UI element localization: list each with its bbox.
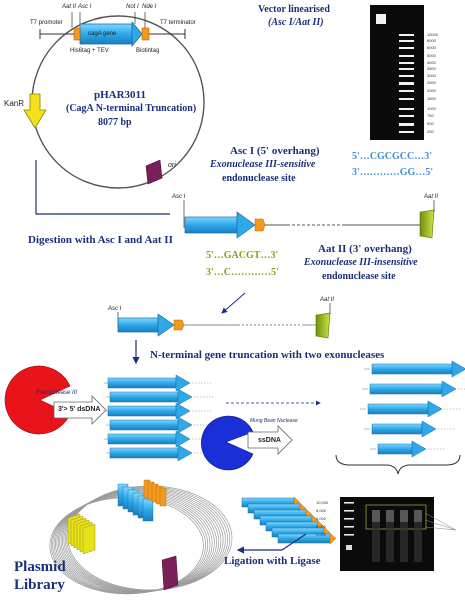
plasmid-name: pHAR3011	[94, 89, 146, 101]
gel-bottom-lane	[400, 510, 408, 522]
gel-bottom-ladder-band	[344, 502, 354, 504]
gel-bottom-ladder-label: 4,000	[316, 532, 327, 537]
gel-top-ladder-label: 500	[427, 121, 434, 126]
gel-top-band	[399, 108, 414, 110]
aat-seq-line1: 5'…GACGT…3'	[206, 250, 279, 261]
truncated-fragment-arrow	[368, 404, 428, 414]
library-label-line1: Plasmid	[14, 559, 66, 575]
gel-bottom-ladder-label: 5,000	[316, 524, 327, 529]
gel-top-band	[399, 55, 414, 57]
gel-bottom-ladder-band	[344, 510, 354, 512]
mung-bean-nuclease-pacman	[201, 416, 253, 470]
gel-top-band	[399, 40, 414, 42]
gel-top-band	[399, 34, 414, 36]
exo-fragment-arrow	[110, 448, 178, 458]
kanr-label: KanR	[4, 99, 25, 108]
asc-seq-line1: 5'…CGCGCC…3'	[352, 151, 432, 162]
asc-site-label-2: Asc I	[108, 306, 122, 312]
his-tag-block	[74, 28, 80, 40]
t7-terminator-label: T7 terminator	[160, 20, 196, 26]
asc-site-sub1: Exonuclease III-sensitive	[210, 159, 316, 170]
aat-site-block	[420, 210, 434, 238]
t7-promoter-label: T7 promoter	[30, 20, 63, 26]
gel-top-ladder-label: 4000	[427, 60, 436, 65]
aat-seq-line2: 3'…C…………5'	[206, 267, 279, 278]
truncation-label: N-terminal gene truncation with two exonucleases	[150, 349, 385, 361]
digested-gene-arrow	[185, 217, 237, 233]
gel-bottom-ladder-label: 10,000	[316, 500, 329, 505]
gel-top-ladder-label: 6000	[427, 45, 436, 50]
aat-site-sub2: endonuclease site	[322, 271, 396, 282]
library-brace	[336, 455, 460, 474]
gel-top-ladder-label: 10000	[427, 32, 439, 37]
site-asc-top-label: Asc I	[78, 4, 92, 10]
gel-top-ladder-label: 750	[427, 113, 434, 118]
gel-top-ladder-label: 2000	[427, 88, 436, 93]
gel-bottom-ladder-band	[344, 526, 354, 528]
ligation-label: Ligation with Ligase	[224, 555, 321, 567]
truncated-fragment-arrow	[372, 424, 422, 434]
ori-block	[146, 160, 162, 184]
gel-top-band	[399, 98, 414, 100]
gel-top-title: Vector linearised	[258, 4, 330, 15]
digested-vector	[184, 200, 434, 238]
kanr-arrow	[24, 94, 46, 128]
gel-bottom-ladder-label: 8,000	[316, 508, 327, 513]
gel-bottom-lane	[386, 510, 394, 522]
gel-bottom-ladder-band	[344, 518, 354, 520]
library-label-line2: Library	[14, 577, 65, 593]
gel-bottom-lane	[414, 510, 422, 522]
biotin-tag-block	[142, 28, 149, 40]
library-ori-block	[162, 556, 178, 590]
gel-top-band	[399, 47, 414, 49]
exo3-name: Exonuclease III	[36, 390, 78, 396]
site-not-top-label: Not I	[126, 4, 139, 10]
gel-top-band	[399, 68, 414, 70]
mung-activity: ssDNA	[258, 437, 281, 444]
exo-fragment-arrow	[108, 378, 176, 388]
biotin-tag-label: Biotintag	[136, 48, 160, 54]
asc-site-label: Asc I	[172, 194, 186, 200]
site-aat-top-label: Aat II	[62, 4, 77, 10]
caga-gene-label: cagA gene	[88, 31, 117, 37]
exo-fragment-arrow	[108, 406, 176, 416]
truncated-fragment-arrow	[372, 364, 452, 374]
exo-fragment-arrow	[110, 392, 178, 402]
gel-bottom-lane	[372, 510, 380, 522]
gel-top-band	[399, 115, 414, 117]
truncated-fragment-arrow	[370, 384, 442, 394]
site-nde-top-label: Nde I	[142, 4, 157, 10]
asc-site-title: Asc I (5' overhang)	[230, 145, 320, 157]
gel-top-band	[399, 131, 414, 133]
gel-bottom-ladder-band	[344, 534, 354, 536]
gel-top-image	[370, 5, 424, 140]
gel-top-ladder-label: 1000	[427, 106, 436, 111]
aat-site-sub1: Exonuclease III-insensitive	[304, 257, 418, 268]
gel-top-ladder-label: 2500	[427, 80, 436, 85]
ori-label: ori	[168, 162, 176, 169]
gel-bottom-ladder-label: 6,000	[316, 516, 327, 521]
asc-seq-line2: 3'…………GG…5'	[352, 167, 434, 178]
gel-top-ladder-label: 3000	[427, 73, 436, 78]
gel-top-ladder-label: 250	[427, 129, 434, 134]
gel-top-ladder-label: 5000	[427, 53, 436, 58]
gel-top-ladder-label: 1500	[427, 96, 436, 101]
library-insert-block	[143, 499, 153, 521]
exo-fragment-arrow	[108, 434, 176, 444]
his-tag-label: His6tag + TEV	[70, 48, 109, 54]
gel-top-subtitle: (Asc I/Aat II)	[268, 17, 324, 28]
exo3-activity: 3'> 5' dsDNA	[58, 406, 101, 413]
gel-top-ladder-label: 8000	[427, 38, 436, 43]
library-kan-block	[83, 524, 95, 554]
truncated-fragment-arrow	[378, 444, 412, 454]
mung-name: Mung Bean Nuclease	[250, 418, 298, 424]
plasmid-library-ring	[50, 480, 232, 594]
gel-top-band	[399, 82, 414, 85]
aat-site-title: Aat II (3' overhang)	[318, 243, 412, 255]
gel-top	[370, 5, 424, 140]
gel-top-band	[399, 62, 414, 64]
exonuclease-iii-pacman	[5, 366, 70, 434]
aat-site-label: Aat II	[424, 194, 439, 200]
gene-arrow-head	[132, 22, 142, 46]
exo-fragment-arrow	[110, 420, 178, 430]
gel-top-band	[399, 123, 414, 126]
mung-bean-stage	[201, 361, 465, 474]
gel-top-ladder-label: 3500	[427, 66, 436, 71]
aat-site-label-2: Aat II	[320, 297, 335, 303]
digestion-label: Digestion with Asc I and Aat II	[28, 234, 173, 246]
plasmid-size: 8077 bp	[98, 117, 132, 128]
plasmid-description: (CagA N-terminal Truncation)	[66, 103, 197, 114]
gel-top-band	[399, 90, 414, 92]
asc-site-sub2: endonuclease site	[222, 173, 296, 184]
gel-top-band	[399, 75, 414, 77]
